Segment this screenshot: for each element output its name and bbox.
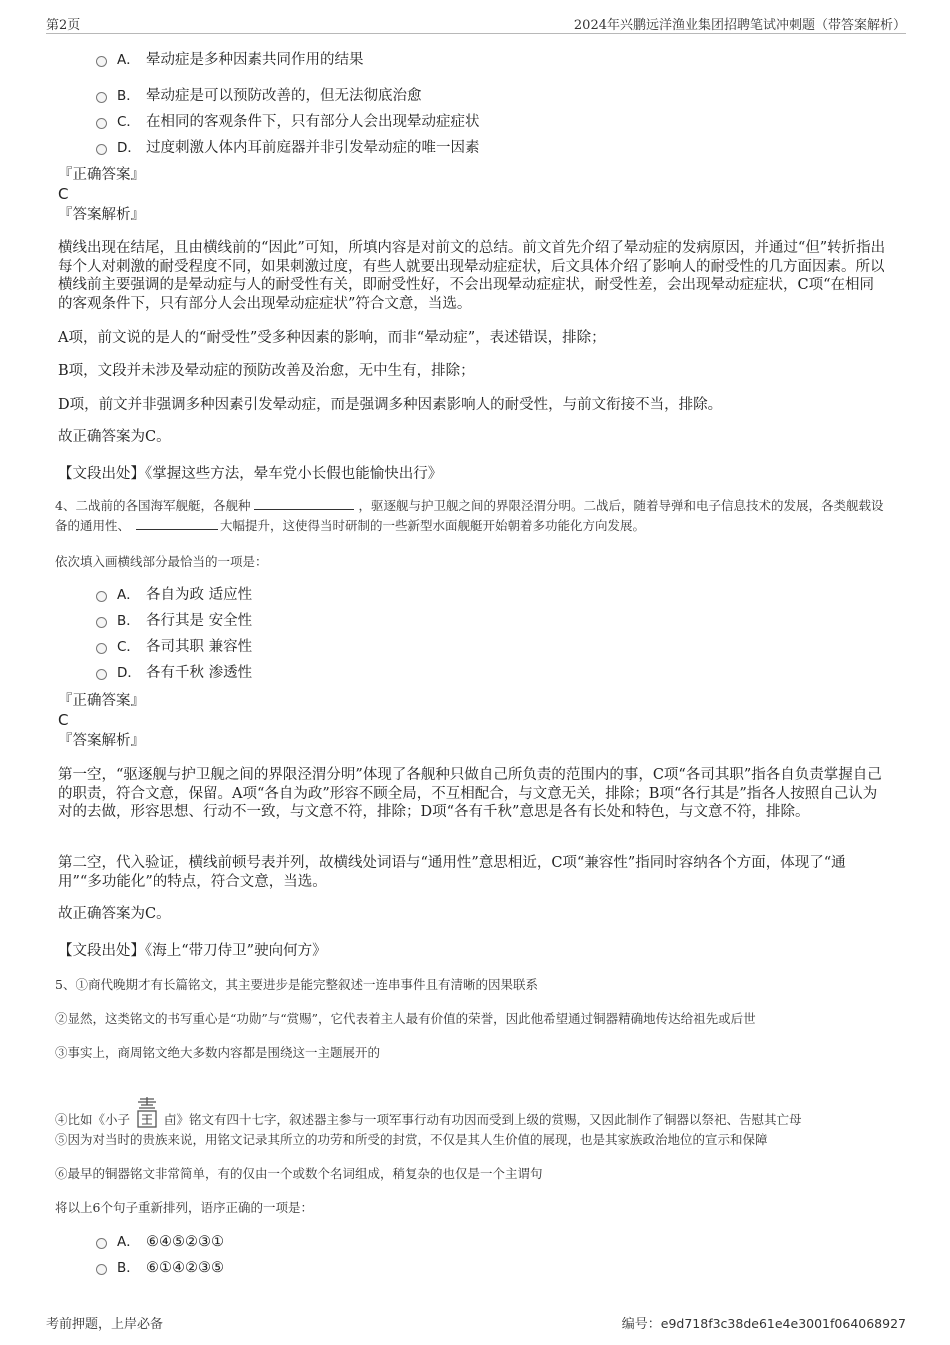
q4-option-c[interactable]: C． 各司其职 兼容性 [96,638,252,656]
q4-answer-heading: 『正确答案』 [58,693,145,709]
q3-answer: C [58,185,69,203]
fill-blank-1 [254,509,354,510]
q3-analysis-paragraph: A项，前文说的是人的“耐受性”受多种因素的影响，而非“晕动症”，表述错误，排除； [58,330,606,346]
q3-option-b[interactable]: B． 晕动症是可以预防改善的，但无法彻底治愈 [96,87,422,105]
q4-option-d[interactable]: D． 各有千秋 渗透性 [96,664,252,682]
radio-icon[interactable] [96,669,107,680]
radio-icon[interactable] [96,1238,107,1249]
q3-analysis-paragraph: D项，前文并非强调多种因素引发晕动症，而是强调多种因素影响人的耐受性，与前文衔接不当，排除。 [58,397,723,413]
header-divider [46,33,906,34]
footer-code: 编号：e9d718f3c38de61e4e3001f064068927 [621,1316,906,1332]
q5-sentence: 5、①商代晚期才有长篇铭文，其主要进步是能完整叙述一连串事件且有清晰的因果联系 [55,977,538,992]
q5-sentence: ⑥最早的铜器铭文非常简单，有的仅由一个或数个名词组成，稍复杂的也仅是一个主谓句 [55,1166,543,1181]
q5-option-a[interactable]: A． ⑥④⑤②③① [96,1233,224,1251]
q4-instruction: 依次填入画横线部分最恰当的一项是： [55,554,268,569]
ancient-character-glyph-icon [132,1096,162,1130]
q3-option-c[interactable]: C． 在相同的客观条件下，只有部分人会出现晕动症症状 [96,113,480,131]
q4-analysis-paragraph: 第一空，“驱逐舰与护卫舰之间的界限泾渭分明”体现了各舰种只做自己所负责的范围内的事，C项“各司其职”指各自负责掌握自己的职责，符合文意，保留。A项“各自为政”形容不顾全局，不互相配合，与文意无关，排除；B项“各行其是”指各人按照自己认为对的去做，形容思想、行动不一致，与文意不符，排除；D项“各有千秋”意思是各有长处和特色，与文意不符，排除。 [58,767,882,820]
q5-instruction: 将以上6个句子重新排列，语序正确的一项是： [55,1200,313,1215]
q3-analysis-paragraph: B项，文段并未涉及晕动症的预防改善及治愈，无中生有，排除； [58,363,475,379]
q3-source: 【文段出处】《掌握这些方法，晕车党小长假也能愉快出行》 [58,466,443,482]
page-number: 第2页 [46,18,81,33]
q5-sentence: ④比如《小子 卣》铭文有四十七字，叙述器主参与一项军事行动有功因而受到上级的赏赐，又因此制作了铜器以祭祀、告慰其亡母 [55,1096,802,1130]
radio-icon[interactable] [96,643,107,654]
q4-option-a[interactable]: A． 各自为政 适应性 [96,586,252,604]
q3-option-a[interactable]: A． 晕动症是多种因素共同作用的结果 [96,51,364,69]
q3-analysis-paragraph: 横线出现在结尾，且由横线前的“因此”可知，所填内容是对前文的总结。前文首先介绍了晕动症的发病原因，并通过“但”转折指出每个人对刺激的耐受程度不同，如果刺激过度，有些人就要出现晕动症症状，后文具体介绍了影响人的耐受性的几方面因素。所以横线前主要强调的是晕动症与人的耐受性有关，即耐受性好，不会出现晕动症症状，耐受性差，会出现晕动症症状，C项“在相同的客观条件下，只有部分人会出现晕动症症状”符合文意，当选。 [58,240,886,312]
q4-option-b[interactable]: B． 各行其是 安全性 [96,612,252,630]
document-title: 2024年兴鹏远洋渔业集团招聘笔试冲刺题（带答案解析） [573,18,906,33]
footer-slogan: 考前押题，上岸必备 [46,1317,164,1332]
q4-answer: C [58,711,69,729]
q5-sentence: ③事实上，商周铭文绝大多数内容都是围绕这一主题展开的 [55,1045,381,1060]
radio-icon[interactable] [96,118,107,129]
q3-analysis-heading: 『答案解析』 [58,207,145,223]
radio-icon[interactable] [96,1264,107,1275]
q4-analysis-paragraph: 第二空，代入验证，横线前顿号表并列，故横线处词语与“通用性”意思相近，C项“兼容性”指同时容纳各个方面，体现了“通用”“多功能化”的特点，符合文意，当选。 [58,855,846,890]
q4-source: 【文段出处】《海上“带刀侍卫”驶向何方》 [58,943,327,959]
radio-icon[interactable] [96,56,107,67]
q4-stem: 4、二战前的各国海军舰艇，各舰种 ，驱逐舰与护卫舰之间的界限泾渭分明。二战后，随着导弹和电子信息技术的发展，各类舰载设备的通用性、 大幅提升，这使得当时研制的一些新型水面舰艇开始朝着多功能化方向发展。 [55,498,884,533]
radio-icon[interactable] [96,591,107,602]
radio-icon[interactable] [96,92,107,103]
radio-icon[interactable] [96,617,107,628]
q4-analysis-paragraph: 故正确答案为C。 [58,906,171,922]
q3-analysis-paragraph: 故正确答案为C。 [58,429,171,445]
q3-option-d[interactable]: D． 过度刺激人体内耳前庭器并非引发晕动症的唯一因素 [96,139,480,157]
fill-blank-2 [136,529,218,530]
q5-sentence: ⑤因为对当时的贵族来说，用铭文记录其所立的功劳和所受的封赏，不仅是其人生价值的展现，也是其家族政治地位的宣示和保障 [55,1132,768,1147]
q5-sentence: ②显然，这类铭文的书写重心是“功勋”与“赏赐”，它代表着主人最有价值的荣誉，因此他希望通过铜器精确地传达给祖先或后世 [55,1011,756,1026]
q3-answer-heading: 『正确答案』 [58,167,145,183]
radio-icon[interactable] [96,144,107,155]
q5-option-b[interactable]: B． ⑥①④②③⑤ [96,1259,224,1277]
q4-analysis-heading: 『答案解析』 [58,733,145,749]
